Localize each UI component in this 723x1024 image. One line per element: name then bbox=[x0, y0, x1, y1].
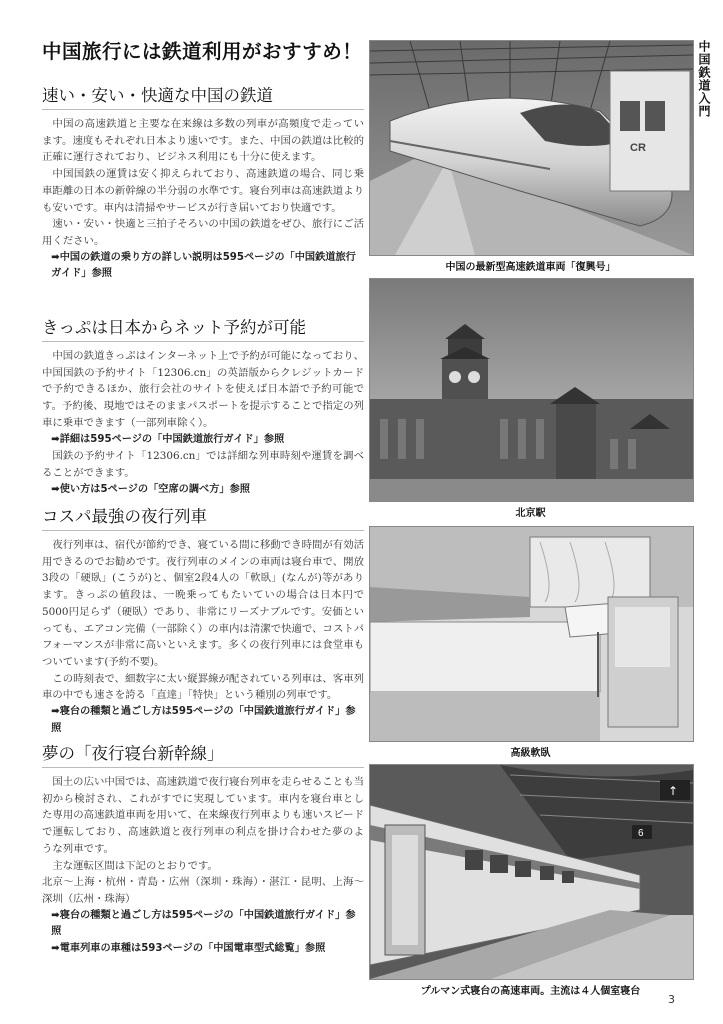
train-sign-text: CR bbox=[630, 142, 646, 154]
svg-text:↑: ↑ bbox=[668, 784, 679, 798]
section-sleeper-shinkansen bbox=[42, 740, 364, 958]
reference-link[interactable]: ➡中国の鉄道の乗り方の詳しい説明は595ページの「中国鉄道旅行ガイド」参照 bbox=[51, 251, 356, 280]
paragraph: 速い・安い・快適と三拍子そろいの中国の鉄道をぜひ、旅行にご活用ください。 bbox=[42, 218, 364, 247]
section-heading: 速い・安い・快適な中国の鉄道 bbox=[42, 82, 364, 110]
photo-caption: 中国の最新型高速鉄道車両「復興号」 bbox=[445, 262, 616, 273]
paragraph: この時刻表で、細数字に太い縦罫線が配されている列車は、客車列車の中でも速さを誇る「直達」「特快」という種別の列車です。 bbox=[42, 672, 364, 702]
paragraph: 中国の鉄道きっぷはインターネット上で予約が可能になっており、中国国鉄の予約サイト「12306.cn」の英語版からクレジットカードで予約できるほか、旅行会社のサイトを使えば日本語で予約可能です。予約後、現地ではそのままパスポートを提示することで指定の列車に乗車できます（一部列車除く）。 bbox=[42, 350, 364, 429]
platform-train-photo bbox=[369, 764, 694, 980]
reference-link[interactable]: ➡寝台の種類と過ごし方は595ページの「中国鉄道旅行ガイド」参照 bbox=[51, 909, 356, 938]
section-heading: 夢の「夜行寝台新幹線」 bbox=[42, 740, 364, 768]
paragraph: 国鉄の予約サイト「12306.cn」では詳細な列車時刻や運賃を調べることができます。 bbox=[42, 450, 364, 479]
paragraph: 中国の高速鉄道と主要な在来線は多数の列車が高頻度で走っています。速度もそれぞれ日本より速いです。また、中国の鉄道は比較的正確に運行されており、ビジネス利用にも十分に使えます。 bbox=[42, 118, 364, 164]
section-heading: きっぷは日本からネット予約が可能 bbox=[42, 314, 364, 342]
section-night-train bbox=[42, 503, 364, 737]
page-title: 中国旅行には鉄道利用がおすすめ！ bbox=[42, 40, 363, 63]
side-title: 中国鉄道入門 bbox=[697, 40, 711, 118]
reference-link[interactable]: ➡詳細は595ページの「中国鉄道旅行ガイド」参照 bbox=[51, 433, 285, 445]
page-number: 3 bbox=[668, 993, 675, 1006]
routes-list: 北京〜上海・杭州・青島・広州（深圳・珠海）・湛江・昆明、上海〜深圳（広州・珠海） bbox=[42, 876, 364, 905]
reference-link[interactable]: ➡使い方は5ページの「空席の調べ方」参照 bbox=[51, 483, 250, 495]
photo-caption: 北京駅 bbox=[515, 508, 546, 519]
station-building-photo bbox=[369, 278, 694, 502]
section-heading: コスパ最強の夜行列車 bbox=[42, 503, 364, 531]
paragraph: 国土の広い中国では、高速鉄道で夜行寝台列車を走らせることも当初から検討され、これがすでに実現しています。車内を寝台車とした専用の高速鉄道車両を用いて、在来線夜行列車よりも速いスピードで運転しており、高速鉄道と夜行列車の利点を掛け合わせた夢のような列車です。 bbox=[42, 776, 364, 855]
paragraph: 中国国鉄の運賃は安く抑えられており、高速鉄道の場合、同じ乗車距離の日本の新幹線の半分弱の水準です。寝台列車は高速鉄道よりも安いです。車内は清掃やサービスが行き届いており快適です。 bbox=[42, 168, 364, 214]
photo-caption: プルマン式寝台の高速車両。主流は４人個室寝台 bbox=[420, 986, 641, 997]
photo-caption: 高級軟臥 bbox=[510, 748, 551, 759]
reference-link[interactable]: ➡電車列車の車種は593ページの「中国電車型式総覧」参照 bbox=[51, 943, 326, 955]
paragraph: 夜行列車は、宿代が節約でき、寝ている間に移動でき時間が有効活用できるのでお勧めです。夜行列車のメインの車両は寝台車で、開放3段の「硬臥」(こうが)と、個室2段4人の「軟臥」(なんが)等があります。きっぷの値段は、一晩乗ってもたいていの場合は日本円で5000円足らず（硬臥）であり、非常にリーズナブルです。安価といっても、エアコン完備（一部除く）の車内は清潔で快適で、コストパフォーマンスが非常に高いといえます。多くの夜行列車には食堂車もついています(予約不要)。 bbox=[42, 539, 364, 668]
bullet-train-photo bbox=[369, 40, 694, 256]
paragraph: 主な運転区間は下記のとおりです。 bbox=[52, 859, 218, 872]
section-online-booking bbox=[42, 314, 364, 498]
sleeper-compartment-photo bbox=[369, 526, 694, 742]
reference-link[interactable]: ➡寝台の種類と過ごし方は595ページの「中国鉄道旅行ガイド」参照 bbox=[51, 706, 356, 734]
platform-sign-number: 6 bbox=[638, 828, 644, 839]
section-fast-cheap bbox=[42, 82, 364, 283]
